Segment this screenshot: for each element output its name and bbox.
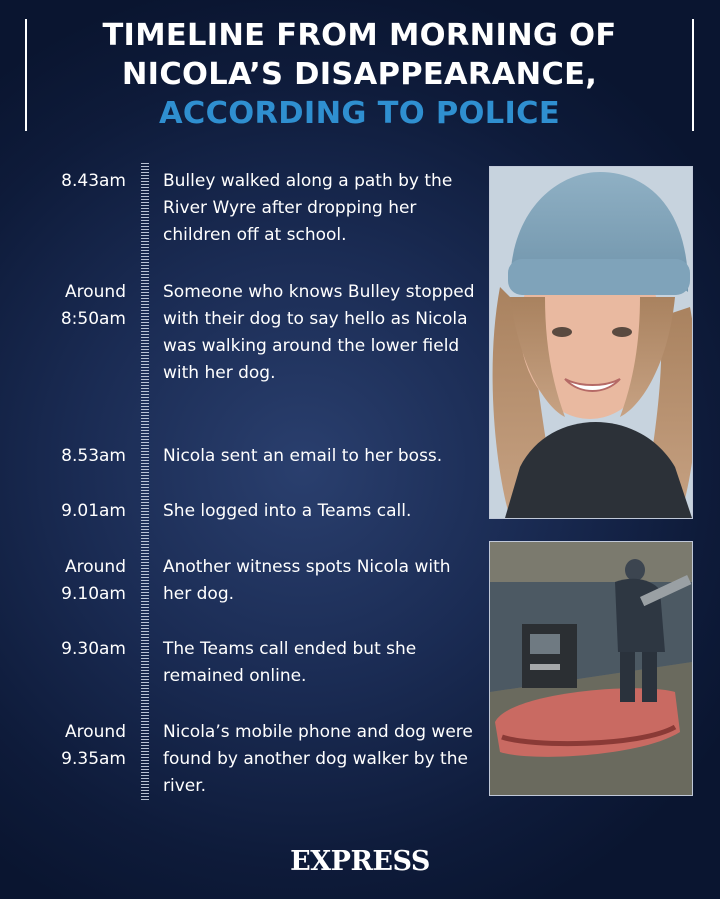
entry-text: She logged into a Teams call. — [163, 501, 412, 521]
page-title — [27, 16, 692, 133]
entry-time: Around 8:50am — [60, 282, 126, 329]
entry-time: Around 9.35am — [61, 722, 126, 769]
title-line-2: NICOLA’S DISAPPEARANCE, — [121, 57, 598, 92]
express-logo: EXPRESS — [290, 846, 430, 877]
entry-text: Someone who knows Bulley stopped with their dog to say hello as Nicola was walking around the lower field with her dog. — [163, 282, 475, 383]
entry-text: The Teams call ended but she remained online. — [163, 639, 417, 686]
title-line-3: ACCORDING TO POLICE — [159, 96, 560, 131]
title-line-1: TIMELINE FROM MORNING OF — [102, 18, 617, 53]
entry-text: Nicola’s mobile phone and dog were found by another dog walker by the river. — [163, 722, 473, 796]
entry-text: Another witness spots Nicola with her dog. — [163, 557, 451, 604]
entry-time: 9.01am — [61, 501, 126, 521]
portrait-illustration — [490, 167, 692, 518]
search-scene-illustration — [490, 542, 692, 795]
entry-time: 9.30am — [61, 639, 126, 659]
entry-text: Nicola sent an email to her boss. — [163, 446, 443, 466]
entry-time: 8.43am — [61, 171, 126, 191]
portrait-photo — [489, 166, 693, 519]
timeline-dotted-rule — [141, 163, 149, 801]
title-right-rule — [692, 19, 694, 131]
search-scene-photo — [489, 541, 693, 796]
entry-text: Bulley walked along a path by the River Wyre after dropping her children off at school. — [163, 171, 453, 245]
entry-time: Around 9.10am — [61, 557, 126, 604]
entry-time: 8.53am — [61, 446, 126, 466]
